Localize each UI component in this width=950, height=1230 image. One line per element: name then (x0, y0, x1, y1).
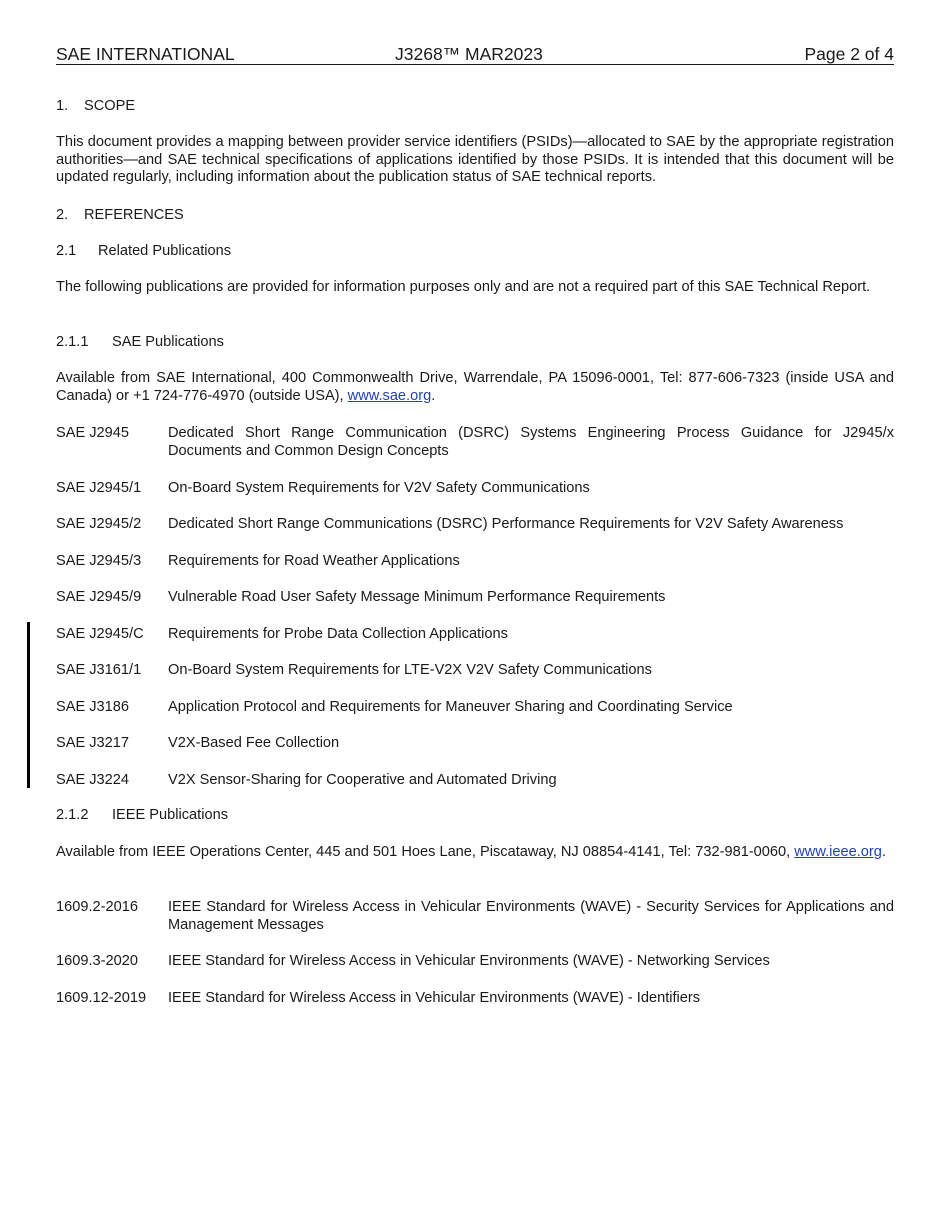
ieee-website-link[interactable]: www.ieee.org (794, 844, 882, 860)
reference-item (56, 899, 894, 934)
reference-title: Vulnerable Road User Safety Message Minimum Performance Requirements (168, 589, 666, 605)
reference-item (56, 662, 894, 680)
reference-code: SAE J3161/1 (56, 662, 142, 678)
section-heading-scope (56, 98, 894, 116)
reference-item (56, 626, 894, 644)
sae-availability-paragraph (56, 370, 894, 405)
reference-title: Requirements for Road Weather Applications (168, 553, 460, 569)
reference-title: Application Protocol and Requirements for Maneuver Sharing and Coordinating Service (168, 699, 733, 715)
reference-code: SAE J2945/1 (56, 480, 142, 496)
reference-code: SAE J2945/3 (56, 553, 142, 569)
ieee-availability-paragraph (56, 844, 894, 862)
reference-title: V2X Sensor-Sharing for Cooperative and Automated Driving (168, 772, 557, 788)
reference-code: 1609.2-2016 (56, 899, 138, 915)
section-heading-related-publications (56, 243, 894, 261)
reference-item (56, 589, 894, 607)
section-title: REFERENCES (84, 207, 184, 223)
page-header (56, 44, 894, 65)
reference-title: IEEE Standard for Wireless Access in Vehicular Environments (WAVE) - Identifiers (168, 990, 701, 1006)
section-title: SCOPE (84, 98, 136, 114)
reference-item (56, 953, 894, 971)
section-number: 2.1 (56, 243, 77, 259)
sae-website-link[interactable]: www.sae.org (347, 387, 432, 404)
reference-code: 1609.3-2020 (56, 953, 138, 969)
reference-code: 1609.12-2019 (56, 990, 147, 1006)
reference-code: SAE J3224 (56, 772, 130, 788)
ieee-availability-period: . (881, 844, 886, 860)
change-bar (27, 622, 30, 788)
reference-item (56, 425, 894, 460)
sae-availability-period: . (431, 387, 436, 404)
sae-availability-text: Available from SAE International, 400 Commonwealth Drive, Warrendale, PA 15096-0001, Tel: 877-606-7323 (inside USA and Canada) or +1 724-776-4970 (outside USA), (56, 370, 894, 404)
reference-code: SAE J3186 (56, 699, 130, 715)
reference-item (56, 516, 894, 534)
section-number: 2.1.1 (56, 334, 89, 350)
document-page (56, 44, 894, 1006)
reference-title: IEEE Standard for Wireless Access in Vehicular Environments (WAVE) - Networking Services (168, 953, 770, 969)
reference-item (56, 990, 894, 1008)
section-title: Related Publications (98, 243, 232, 259)
section-title: SAE Publications (112, 334, 224, 350)
reference-code: SAE J2945/C (56, 626, 144, 642)
reference-title: On-Board System Requirements for LTE-V2X V2V Safety Communications (168, 662, 652, 678)
reference-title: Requirements for Probe Data Collection Applications (168, 626, 508, 642)
section-number: 1. (56, 98, 69, 114)
reference-title: Dedicated Short Range Communications (DSRC) Performance Requirements for V2V Safety Awareness (168, 516, 844, 532)
header-organization: SAE INTERNATIONAL (56, 44, 235, 64)
reference-title: Dedicated Short Range Communication (DSRC) Systems Engineering Process Guidance for J2945/x Documents and Common Design Concepts (168, 425, 894, 459)
reference-item (56, 480, 894, 498)
reference-item (56, 553, 894, 571)
reference-item (56, 735, 894, 753)
section-number: 2.1.2 (56, 807, 89, 823)
section-heading-sae-publications (56, 334, 894, 352)
reference-item (56, 699, 894, 717)
related-publications-paragraph: The following publications are provided for information purposes only and are not a required part of this SAE Technical Report. (56, 279, 871, 295)
reference-title: On-Board System Requirements for V2V Safety Communications (168, 480, 590, 496)
reference-code: SAE J2945/2 (56, 516, 142, 532)
reference-code: SAE J2945/9 (56, 589, 142, 605)
section-heading-ieee-publications (56, 807, 894, 825)
reference-title: IEEE Standard for Wireless Access in Vehicular Environments (WAVE) - Security Services for Applications and Management Messages (168, 899, 894, 933)
ieee-availability-text: Available from IEEE Operations Center, 445 and 501 Hoes Lane, Piscataway, NJ 08854-4141, Tel: 732-981-0060, (56, 844, 795, 860)
reference-code: SAE J3217 (56, 735, 130, 751)
section-heading-references (56, 207, 894, 225)
header-document-id: J3268™ MAR2023 (395, 44, 543, 64)
section-number: 2. (56, 207, 69, 223)
reference-item (56, 772, 894, 790)
section-title: IEEE Publications (112, 807, 229, 823)
scope-paragraph: This document provides a mapping between provider service identifiers (PSIDs)—allocated to SAE by the appropriate registration authorities—and SAE technical specifications of applications identified by those PSIDs. It is intended that this document will be updated regularly, including information about the publication status of SAE technical reports. (56, 134, 894, 185)
reference-title: V2X-Based Fee Collection (168, 735, 340, 751)
header-page-number: Page 2 of 4 (804, 44, 894, 64)
reference-code: SAE J2945 (56, 425, 130, 441)
